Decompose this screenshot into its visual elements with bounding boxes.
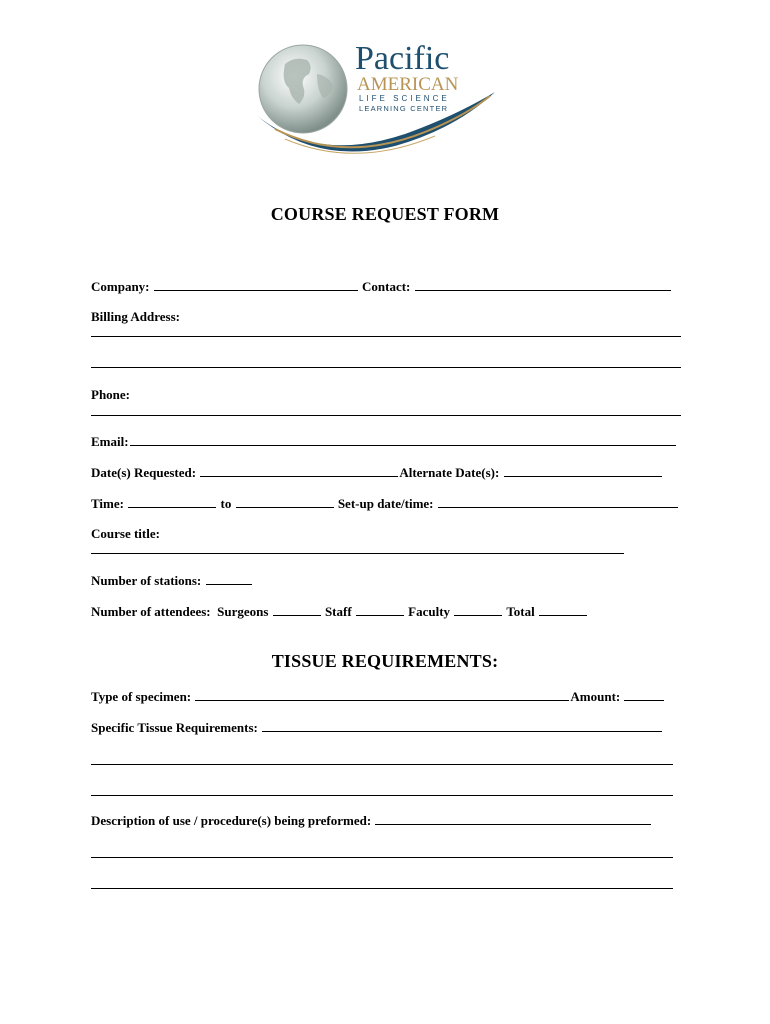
attendees-row xyxy=(91,603,681,620)
tissue-title: TISSUE REQUIREMENTS: xyxy=(271,651,499,671)
dates-requested-field[interactable] xyxy=(200,464,398,477)
alternate-dates-label: Alternate Date(s): xyxy=(399,465,500,480)
description-label: Description of use / procedure(s) being preformed: xyxy=(91,813,372,828)
stations-field[interactable] xyxy=(206,572,252,585)
alternate-dates-field[interactable] xyxy=(504,464,662,477)
company-contact-row xyxy=(91,278,681,295)
contact-field[interactable] xyxy=(415,278,671,291)
phone-label: Phone: xyxy=(91,387,130,402)
logo-word-learning-center: LEARNING CENTER xyxy=(359,104,449,113)
stations-row xyxy=(91,572,681,589)
time-end-field[interactable] xyxy=(236,495,334,508)
faculty-field[interactable] xyxy=(454,603,502,616)
contact-label: Contact: xyxy=(362,279,411,294)
specimen-field[interactable] xyxy=(195,688,569,701)
time-start-field[interactable] xyxy=(128,495,216,508)
faculty-label: Faculty xyxy=(408,604,451,619)
dates-requested-label: Date(s) Requested: xyxy=(91,465,197,480)
surgeons-field[interactable] xyxy=(273,603,321,616)
time-row xyxy=(91,495,681,512)
specific-tissue-row xyxy=(91,719,681,736)
amount-field[interactable] xyxy=(624,688,664,701)
billing-label: Billing Address: xyxy=(91,309,180,324)
company-label: Company: xyxy=(91,279,150,294)
staff-field[interactable] xyxy=(356,603,404,616)
logo-word-pacific: Pacific xyxy=(355,40,450,77)
phone-field[interactable] xyxy=(91,415,681,416)
email-label: Email: xyxy=(91,434,129,449)
course-title-label: Course title: xyxy=(91,526,160,541)
logo-word-american: AMERICAN xyxy=(357,74,459,95)
company-logo xyxy=(255,34,500,164)
specific-tissue-line-3[interactable] xyxy=(91,795,673,796)
description-line-2[interactable] xyxy=(91,857,673,858)
staff-label: Staff xyxy=(324,604,352,619)
specimen-row xyxy=(91,688,681,705)
time-label: Time: xyxy=(91,496,124,511)
logo-word-life-science: LIFE SCIENCE xyxy=(359,94,450,103)
total-field[interactable] xyxy=(539,603,587,616)
description-field[interactable] xyxy=(375,812,651,825)
description-line-3[interactable] xyxy=(91,888,673,889)
stations-label: Number of stations: xyxy=(91,573,202,588)
email-field[interactable] xyxy=(130,433,676,446)
description-row xyxy=(91,812,681,829)
form-title: COURSE REQUEST FORM xyxy=(270,204,500,224)
logo-graphic xyxy=(255,34,500,164)
specific-tissue-line-2[interactable] xyxy=(91,764,673,765)
total-label: Total xyxy=(506,604,535,619)
attendees-label: Number of attendees: xyxy=(91,604,211,619)
company-field[interactable] xyxy=(154,278,358,291)
amount-label: Amount: xyxy=(570,689,621,704)
time-to-label: to xyxy=(220,496,232,511)
dates-row xyxy=(91,464,681,481)
email-row xyxy=(91,433,681,450)
billing-field-line-2[interactable] xyxy=(91,367,681,368)
billing-field-line-1[interactable] xyxy=(91,336,681,337)
setup-field[interactable] xyxy=(438,495,678,508)
specimen-label: Type of specimen: xyxy=(91,689,192,704)
surgeons-label: Surgeons xyxy=(217,604,269,619)
course-title-field[interactable] xyxy=(91,553,624,554)
setup-label: Set-up date/time: xyxy=(337,496,434,511)
specific-tissue-field[interactable] xyxy=(262,719,662,732)
specific-tissue-label: Specific Tissue Requirements: xyxy=(91,720,258,735)
